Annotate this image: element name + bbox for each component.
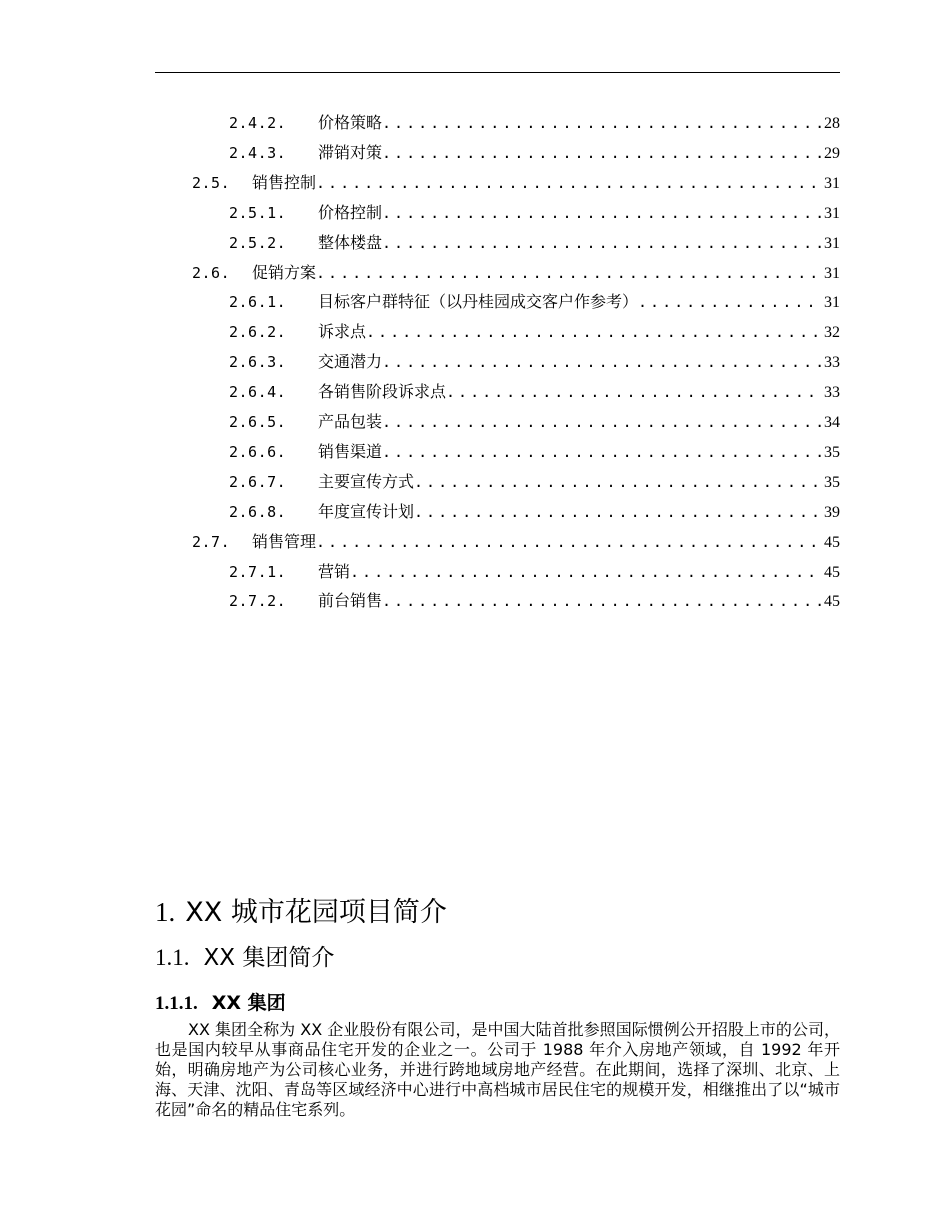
toc-entry-number: 2.6.5.	[229, 413, 287, 431]
toc-entry-title: 诉求点	[318, 322, 367, 342]
toc-entry-page: 32	[824, 324, 840, 342]
toc-entry[interactable]	[229, 497, 840, 527]
toc-entry-title: 销售管理	[252, 531, 317, 551]
toc-entry-title: 价格策略	[318, 113, 383, 132]
toc-entry-number: 2.7.	[192, 532, 231, 551]
toc-entry-title: 交通潜力	[318, 352, 383, 372]
toc-entry-number: 2.4.2.	[229, 114, 287, 132]
toc-entry-page: 45	[824, 533, 840, 551]
toc-entry-page: 28	[824, 115, 840, 132]
toc-dot-leader	[382, 347, 822, 377]
toc-dot-leader	[366, 317, 822, 347]
toc-entry[interactable]	[229, 437, 840, 467]
toc-entry[interactable]	[229, 108, 840, 138]
toc-dot-leader	[382, 138, 822, 168]
toc-entry-number: 2.6.2.	[229, 323, 287, 342]
toc-dot-leader	[382, 198, 822, 228]
toc-dot-leader	[316, 258, 822, 288]
toc-entry-title: 营销	[318, 561, 351, 581]
toc-entry-title: 滞销对策	[318, 142, 383, 162]
toc-entry-page: 31	[824, 204, 840, 222]
toc-entry-title: 销售控制	[252, 172, 317, 192]
header-rule	[155, 72, 840, 73]
toc-entry-page: 29	[824, 144, 840, 162]
toc-entry-page: 35	[824, 443, 840, 461]
toc-entry[interactable]	[229, 377, 840, 407]
heading-1	[155, 892, 447, 933]
toc-dot-leader	[382, 586, 822, 616]
toc-entry-number: 2.7.1.	[229, 562, 287, 581]
toc-dot-leader	[414, 497, 822, 527]
toc-entry-number: 2.6.	[192, 263, 231, 282]
toc-entry[interactable]	[229, 407, 840, 437]
toc-entry-number: 2.6.4.	[229, 383, 287, 402]
toc-entry-title: 年度宣传计划	[318, 501, 415, 521]
toc-entry-page: 39	[824, 503, 840, 521]
heading-2	[155, 940, 334, 976]
heading-2-number: 1.1.	[155, 945, 190, 970]
toc-entry[interactable]	[229, 287, 840, 317]
toc-entry-title: 销售渠道	[318, 441, 383, 461]
toc-entry-title: 目标客户群特征（以丹桂园成交客户作参考）	[318, 292, 639, 312]
toc-entry[interactable]	[229, 198, 840, 228]
toc-entry-number: 2.7.2.	[229, 592, 287, 611]
toc-entry-number: 2.6.8.	[229, 502, 287, 521]
toc-entry[interactable]	[229, 228, 840, 258]
toc-entry-page: 33	[824, 354, 840, 372]
toc-entry-page: 31	[824, 264, 840, 282]
toc-entry-title: 主要宣传方式	[318, 471, 415, 491]
toc-dot-leader	[382, 437, 822, 467]
toc-entry[interactable]	[192, 258, 840, 288]
toc-entry-page: 45	[824, 563, 840, 581]
toc-dot-leader	[316, 527, 822, 557]
toc-dot-leader	[382, 228, 822, 258]
heading-3-number: 1.1.1.	[155, 993, 198, 1014]
toc-dot-leader	[316, 168, 822, 198]
toc-entry[interactable]	[229, 347, 840, 377]
toc-entry[interactable]	[229, 138, 840, 168]
toc-dot-leader	[382, 108, 822, 138]
toc-entry-page: 31	[824, 174, 840, 192]
heading-2-text: XX 集团简介	[203, 945, 335, 971]
toc-entry-title: 促销方案	[252, 262, 317, 282]
toc-entry-number: 2.5.	[192, 173, 231, 192]
toc-entry-number: 2.4.3.	[229, 143, 287, 162]
body-paragraph: XX 集团全称为 XX 企业股份有限公司，是中国大陆首批参照国际惯例公开招股上市的公司，也是国内较早从事商品住宅开发的企业之一。公司于 1988 年介入房地产领域，自 1992 年开始，明确房地产为公司核心业务，并进行跨地域房地产经营。在此期间，选择了深圳、北京、上海、天津、沈阳、青岛等区域经济中心进行中高档城市居民住宅的规模开发，相继推出了以“城市花园”命名的精品住宅系列。	[155, 1020, 840, 1119]
toc-entry-page: 33	[824, 384, 840, 402]
toc-entry[interactable]	[229, 317, 840, 347]
toc-dot-leader	[446, 377, 822, 407]
toc-entry-page: 45	[824, 593, 840, 611]
toc-entry-title: 价格控制	[318, 202, 383, 222]
toc-entry-title: 产品包装	[318, 412, 383, 431]
heading-3-text: XX 集团	[211, 992, 286, 1014]
toc-entry[interactable]	[229, 586, 840, 616]
toc-entry[interactable]	[192, 168, 840, 198]
toc-entry-page: 34	[824, 414, 840, 431]
toc-dot-leader	[350, 557, 822, 587]
toc-entry-number: 2.5.1.	[229, 203, 287, 222]
toc-entry-page: 35	[824, 473, 840, 491]
toc-entry-number: 2.5.2.	[229, 233, 287, 252]
toc-entry-number: 2.6.3.	[229, 353, 287, 372]
toc-entry-number: 2.6.1.	[229, 293, 287, 312]
toc-entry[interactable]	[192, 527, 840, 557]
toc-entry-number: 2.6.6.	[229, 442, 287, 461]
toc-entry-page: 31	[824, 294, 840, 312]
toc-dot-leader	[382, 407, 822, 437]
toc-entry-title: 整体楼盘	[318, 232, 383, 252]
heading-1-text: XX 城市花园项目简介	[185, 897, 447, 928]
toc-entry-title: 前台销售	[318, 591, 383, 611]
toc-entry-page: 31	[824, 234, 840, 252]
toc-dot-leader	[638, 287, 822, 317]
toc-entry[interactable]	[229, 557, 840, 587]
heading-1-number: 1.	[155, 897, 176, 927]
toc-dot-leader	[414, 467, 822, 497]
heading-3	[155, 988, 286, 1019]
toc-entry-number: 2.6.7.	[229, 472, 287, 491]
toc-entry-title: 各销售阶段诉求点	[318, 382, 447, 402]
toc-entry[interactable]	[229, 467, 840, 497]
